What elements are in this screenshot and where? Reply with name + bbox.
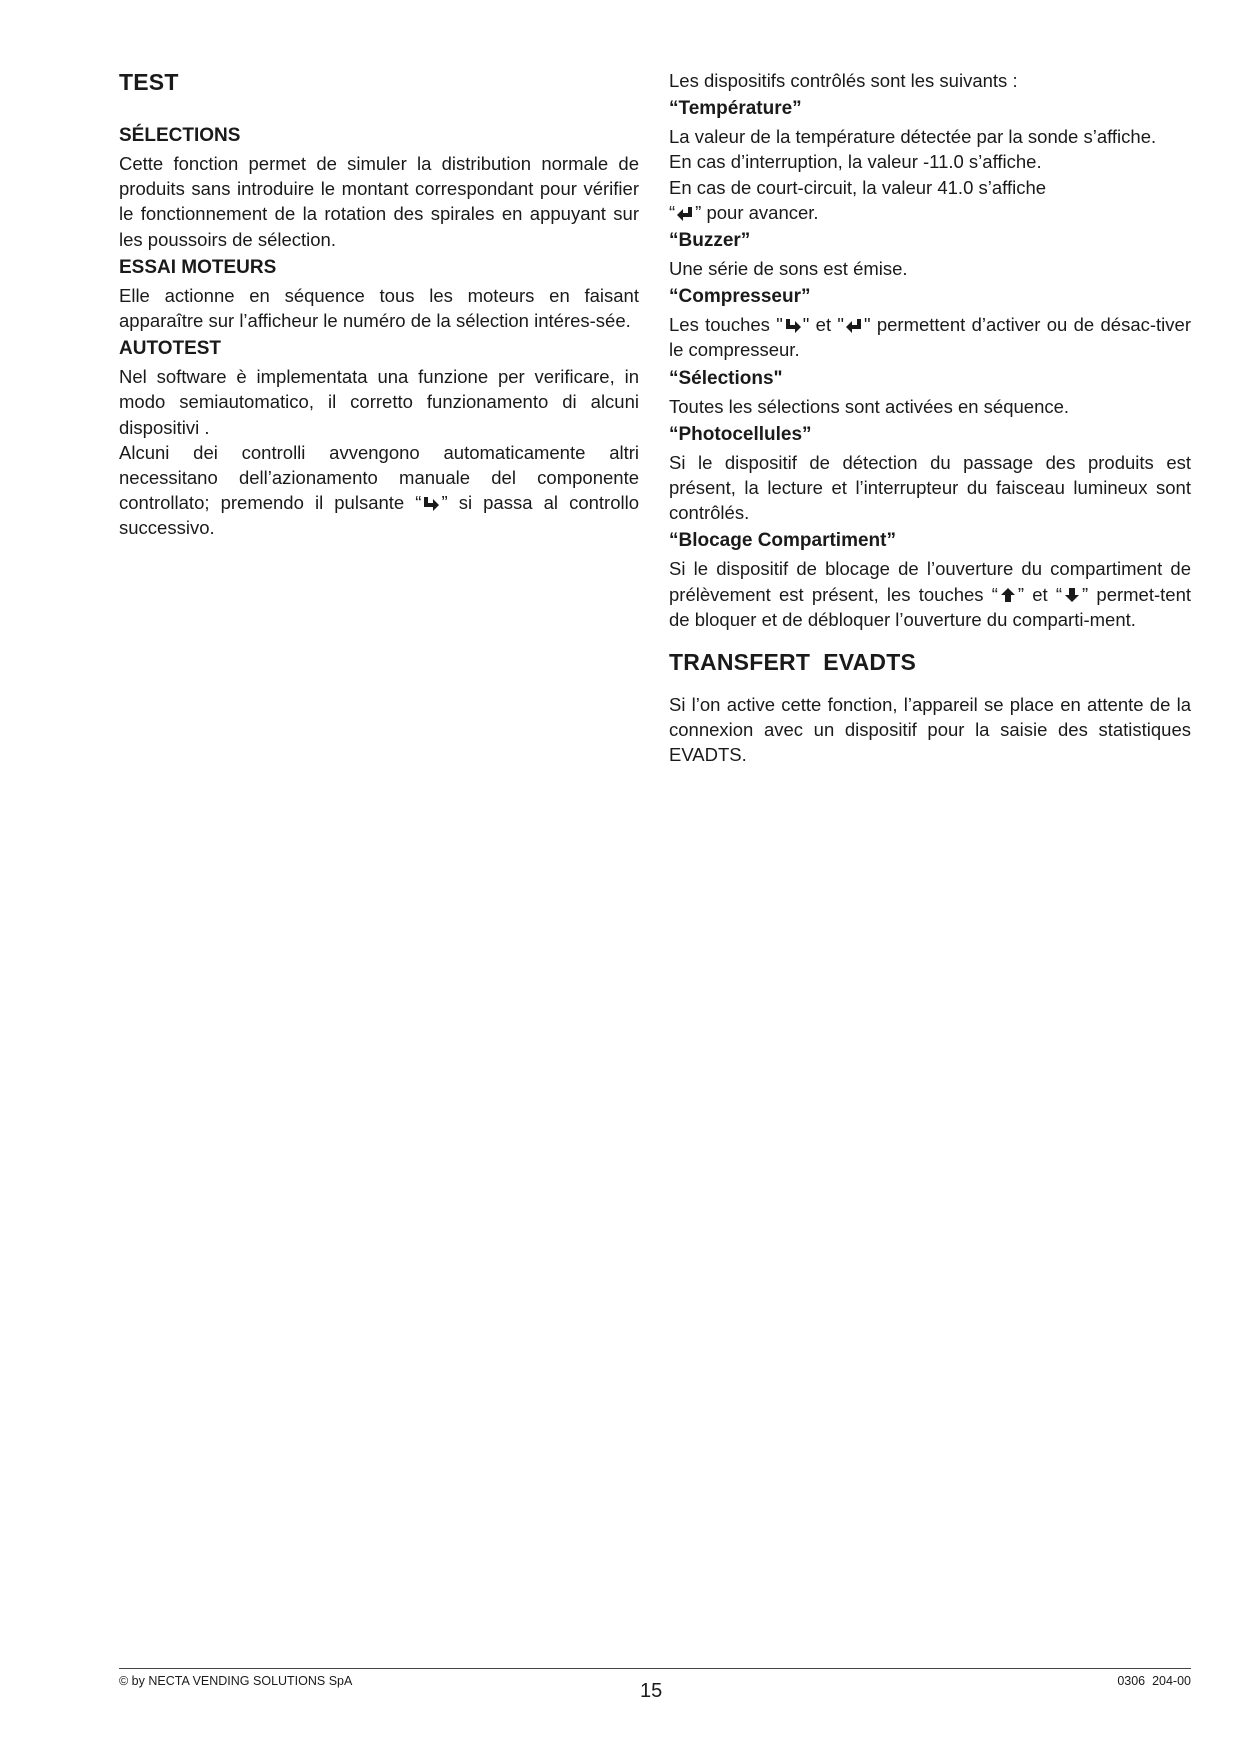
evadts-text: Si l’on active cette fonction, l’appareil se place en attente de la connexion avec un dispositif pour la saisie des statistiques EVADTS. <box>669 694 1191 766</box>
footer-copyright: © by NECTA VENDING SOLUTIONS SpA <box>119 1674 353 1688</box>
devices-intro: Les dispositifs contrôlés sont les suivants : <box>669 70 1018 91</box>
buzzer-text: Une série de sons est émise. <box>669 258 908 280</box>
compressor-text: Les touches " " et " " permettent d’activer ou de désac-tiver le compresseur. <box>669 314 1191 361</box>
heading-blocage-compartiment: “Blocage Compartiment” <box>669 530 896 552</box>
selections-text: Cette fonction permet de simuler la distribution normale de produits sans introduire le montant correspondant pour vérifier le fonctionnement de la rotation des spirales en appuyant sur les poussoirs de sélection. <box>119 153 639 250</box>
temperature-line-3: En cas de court-circuit, la valeur 41.0 s’affiche <box>669 176 1047 198</box>
heading-selections-device: “Sélections" <box>669 367 783 389</box>
right-column <box>669 68 1191 768</box>
arrow-down-icon <box>1063 587 1081 603</box>
lock-text: Si le dispositif de blocage de l’ouverture du compartiment de prélèvement est présent, les touches “ ” et “ ” permet-tent de bloquer et de débloquer l’ouverture du comparti-ment. <box>669 558 1191 630</box>
motors-text: Elle actionne en séquence tous les moteurs en faisant apparaître sur l’afficheur le numéro de la sélection intéres-sée. <box>119 284 639 332</box>
autotest-text-2: Alcuni dei controlli avvengono automaticamente altri necessitano dell’azionamento manuale del componente controllato; premendo il pulsante “ ” si passa al controllo successivo. <box>119 441 639 539</box>
heading-essai-moteurs: ESSAI MOTEURS <box>119 256 277 278</box>
temperature-line-1: La valeur de la température détectée par la sonde s’affiche. <box>669 126 1157 148</box>
arrow-right-turn-icon <box>422 495 440 511</box>
arrow-left-turn-icon <box>845 317 863 333</box>
heading-compresseur: “Compresseur” <box>669 286 811 308</box>
autotest-text-1: Nel software è implementata una funzione per verificare, in modo semiautomatico, il corretto funzionamento di alcuni dispositivi . <box>119 366 639 438</box>
section-title-test: TEST <box>119 69 179 95</box>
selections-device-text: Toutes les sélections sont activées en séquence. <box>669 395 1070 417</box>
arrow-right-turn-icon <box>784 317 802 333</box>
left-column <box>119 68 639 541</box>
heading-temperature: “Température” <box>669 98 802 120</box>
footer-divider <box>119 1668 1191 1669</box>
footer-doc-code: 0306 204-00 <box>1117 1674 1191 1688</box>
temperature-line-2: En cas d’interruption, la valeur -11.0 s’affiche. <box>669 151 1042 173</box>
page-number: 15 <box>640 1680 663 1702</box>
heading-selections: SÉLECTIONS <box>119 125 241 146</box>
section-title-evadts: TRANSFERT EVADTS <box>669 649 917 676</box>
arrow-left-turn-icon <box>676 205 694 221</box>
temperature-line-4: “ ” pour avancer. <box>669 201 819 223</box>
heading-photocellules: “Photocellules” <box>669 423 812 445</box>
heading-buzzer: “Buzzer” <box>669 230 751 252</box>
arrow-up-icon <box>999 587 1017 603</box>
photocells-text: Si le dispositif de détection du passage des produits est présent, la lecture et l’interrupteur du faisceau lumineux sont contrôlés. <box>669 451 1191 524</box>
heading-autotest: AUTOTEST <box>119 338 222 360</box>
